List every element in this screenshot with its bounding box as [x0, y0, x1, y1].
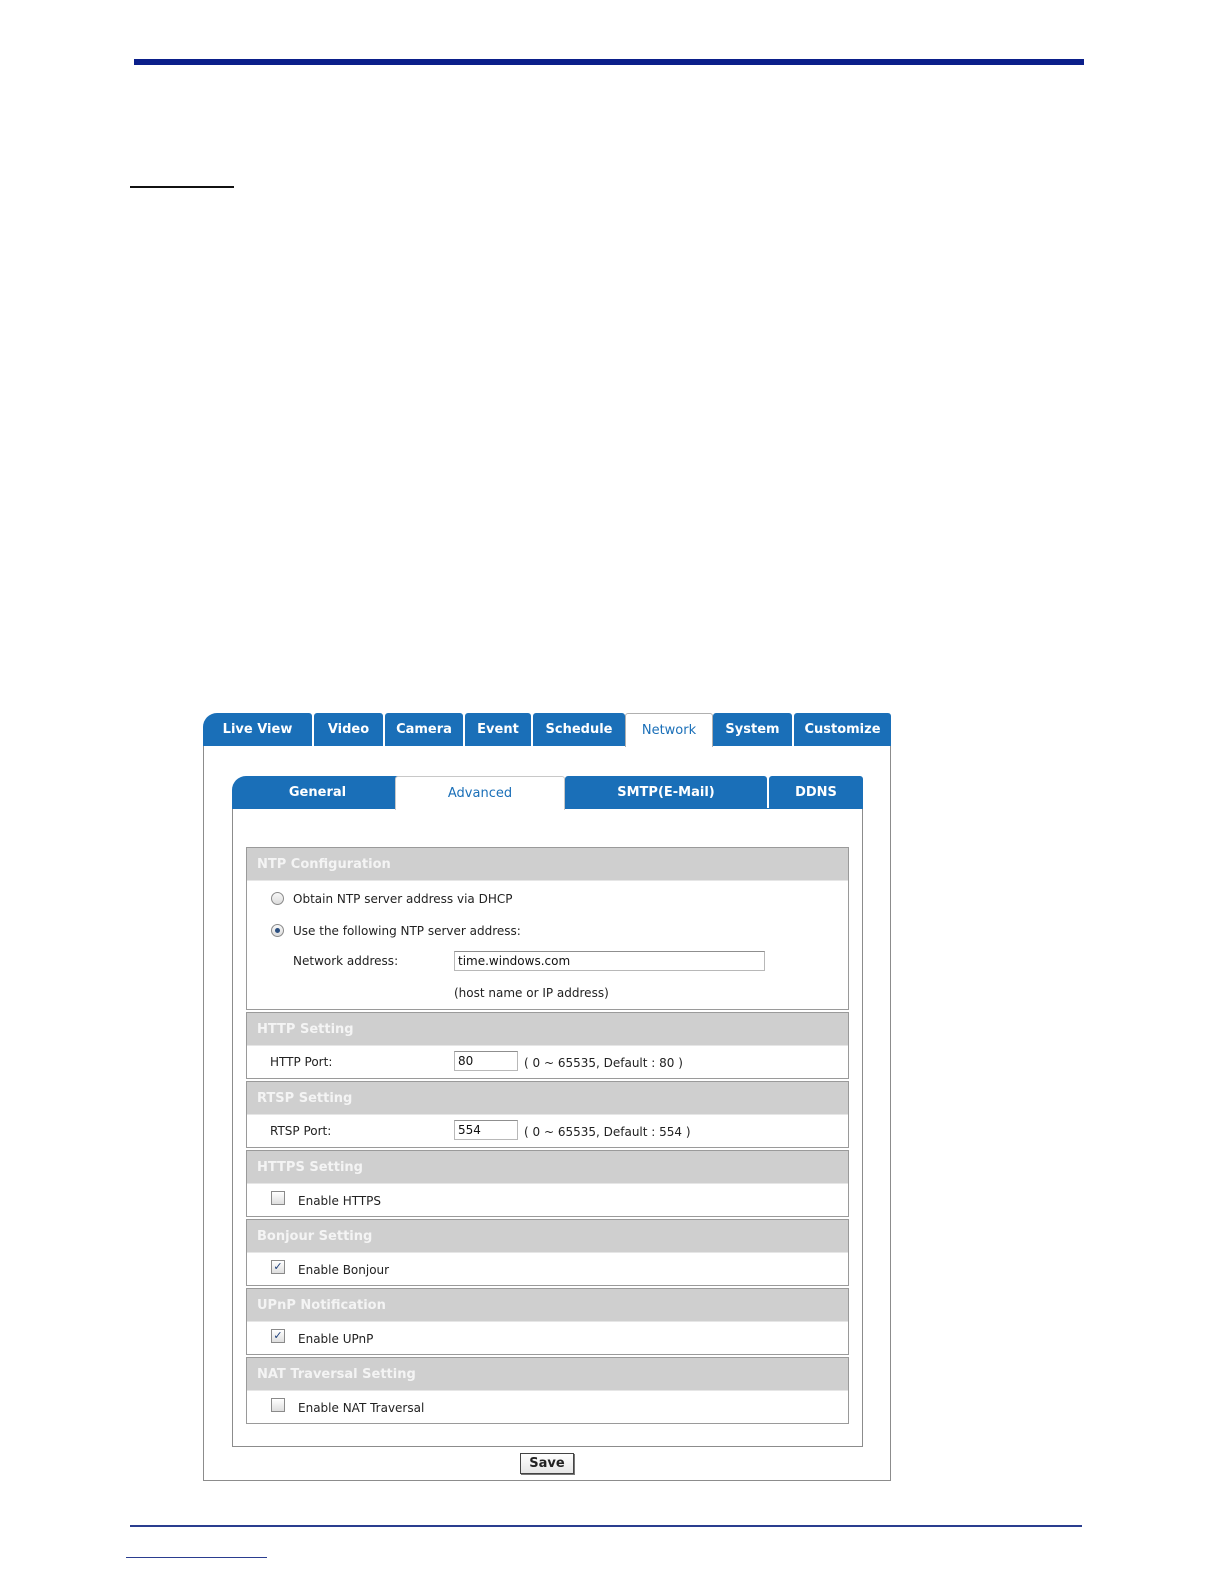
http-section — [246, 1012, 849, 1079]
enable-https-label: Enable HTTPS — [298, 1194, 382, 1208]
tab-video[interactable]: Video — [314, 713, 383, 746]
enable-nat-checkbox[interactable] — [271, 1398, 285, 1412]
nat-body — [247, 1391, 848, 1424]
sub-tab-bar — [232, 776, 863, 809]
enable-bonjour-label: Enable Bonjour — [298, 1263, 390, 1277]
subtab-ddns[interactable]: DDNS — [769, 776, 863, 809]
http-port-input[interactable] — [454, 1051, 518, 1071]
tab-camera[interactable]: Camera — [385, 713, 463, 746]
rtsp-port-range: ( 0 ~ 65535, Default : 554 ) — [524, 1125, 691, 1139]
upnp-body — [247, 1322, 848, 1355]
http-body — [247, 1046, 848, 1079]
nat-section — [246, 1357, 849, 1424]
enable-bonjour-checkbox[interactable]: ✓ — [271, 1260, 285, 1274]
footer-rule — [130, 1525, 1082, 1527]
footer-link-underline — [126, 1557, 267, 1558]
tab-network[interactable]: Network — [625, 713, 713, 747]
tab-schedule[interactable]: Schedule — [533, 713, 625, 746]
rtsp-section-header: RTSP Setting — [247, 1082, 848, 1115]
https-body — [247, 1184, 848, 1217]
subtab-general[interactable]: General — [232, 776, 403, 809]
http-port-range: ( 0 ~ 65535, Default : 80 ) — [524, 1056, 683, 1070]
rtsp-port-input[interactable] — [454, 1120, 518, 1140]
rtsp-port-label: RTSP Port: — [270, 1124, 332, 1138]
network-address-label: Network address: — [293, 954, 399, 968]
nat-section-header: NAT Traversal Setting — [247, 1358, 848, 1391]
http-section-header: HTTP Setting — [247, 1013, 848, 1046]
header-rule — [134, 59, 1084, 65]
network-address-hint: (host name or IP address) — [454, 986, 609, 1000]
rtsp-section — [246, 1081, 849, 1148]
bonjour-section — [246, 1219, 849, 1286]
ntp-manual-label: Use the following NTP server address: — [293, 924, 521, 938]
ntp-dhcp-label: Obtain NTP server address via DHCP — [293, 892, 513, 906]
https-section — [246, 1150, 849, 1217]
subtab-smtp[interactable]: SMTP(E-Mail) — [565, 776, 767, 809]
save-button[interactable]: Save — [520, 1453, 574, 1474]
ntp-body — [247, 881, 848, 1010]
https-section-header: HTTPS Setting — [247, 1151, 848, 1184]
bonjour-body — [247, 1253, 848, 1286]
enable-upnp-checkbox[interactable]: ✓ — [271, 1329, 285, 1343]
tab-live-view[interactable]: Live View — [203, 713, 312, 746]
ntp-manual-radio[interactable] — [271, 924, 284, 937]
ntp-section-header: NTP Configuration — [247, 848, 848, 881]
main-tab-bar — [203, 713, 891, 746]
enable-nat-label: Enable NAT Traversal — [298, 1401, 425, 1415]
heading-underline — [130, 186, 234, 188]
upnp-section — [246, 1288, 849, 1355]
tab-system[interactable]: System — [713, 713, 792, 746]
ntp-section — [246, 847, 849, 1010]
ntp-dhcp-radio[interactable] — [271, 892, 284, 905]
enable-https-checkbox[interactable] — [271, 1191, 285, 1205]
enable-upnp-label: Enable UPnP — [298, 1332, 374, 1346]
rtsp-body — [247, 1115, 848, 1148]
network-address-input[interactable] — [454, 951, 765, 971]
http-port-label: HTTP Port: — [270, 1055, 333, 1069]
subtab-advanced[interactable]: Advanced — [395, 776, 565, 810]
bonjour-section-header: Bonjour Setting — [247, 1220, 848, 1253]
tab-event[interactable]: Event — [465, 713, 531, 746]
upnp-section-header: UPnP Notification — [247, 1289, 848, 1322]
tab-customize[interactable]: Customize — [794, 713, 891, 746]
